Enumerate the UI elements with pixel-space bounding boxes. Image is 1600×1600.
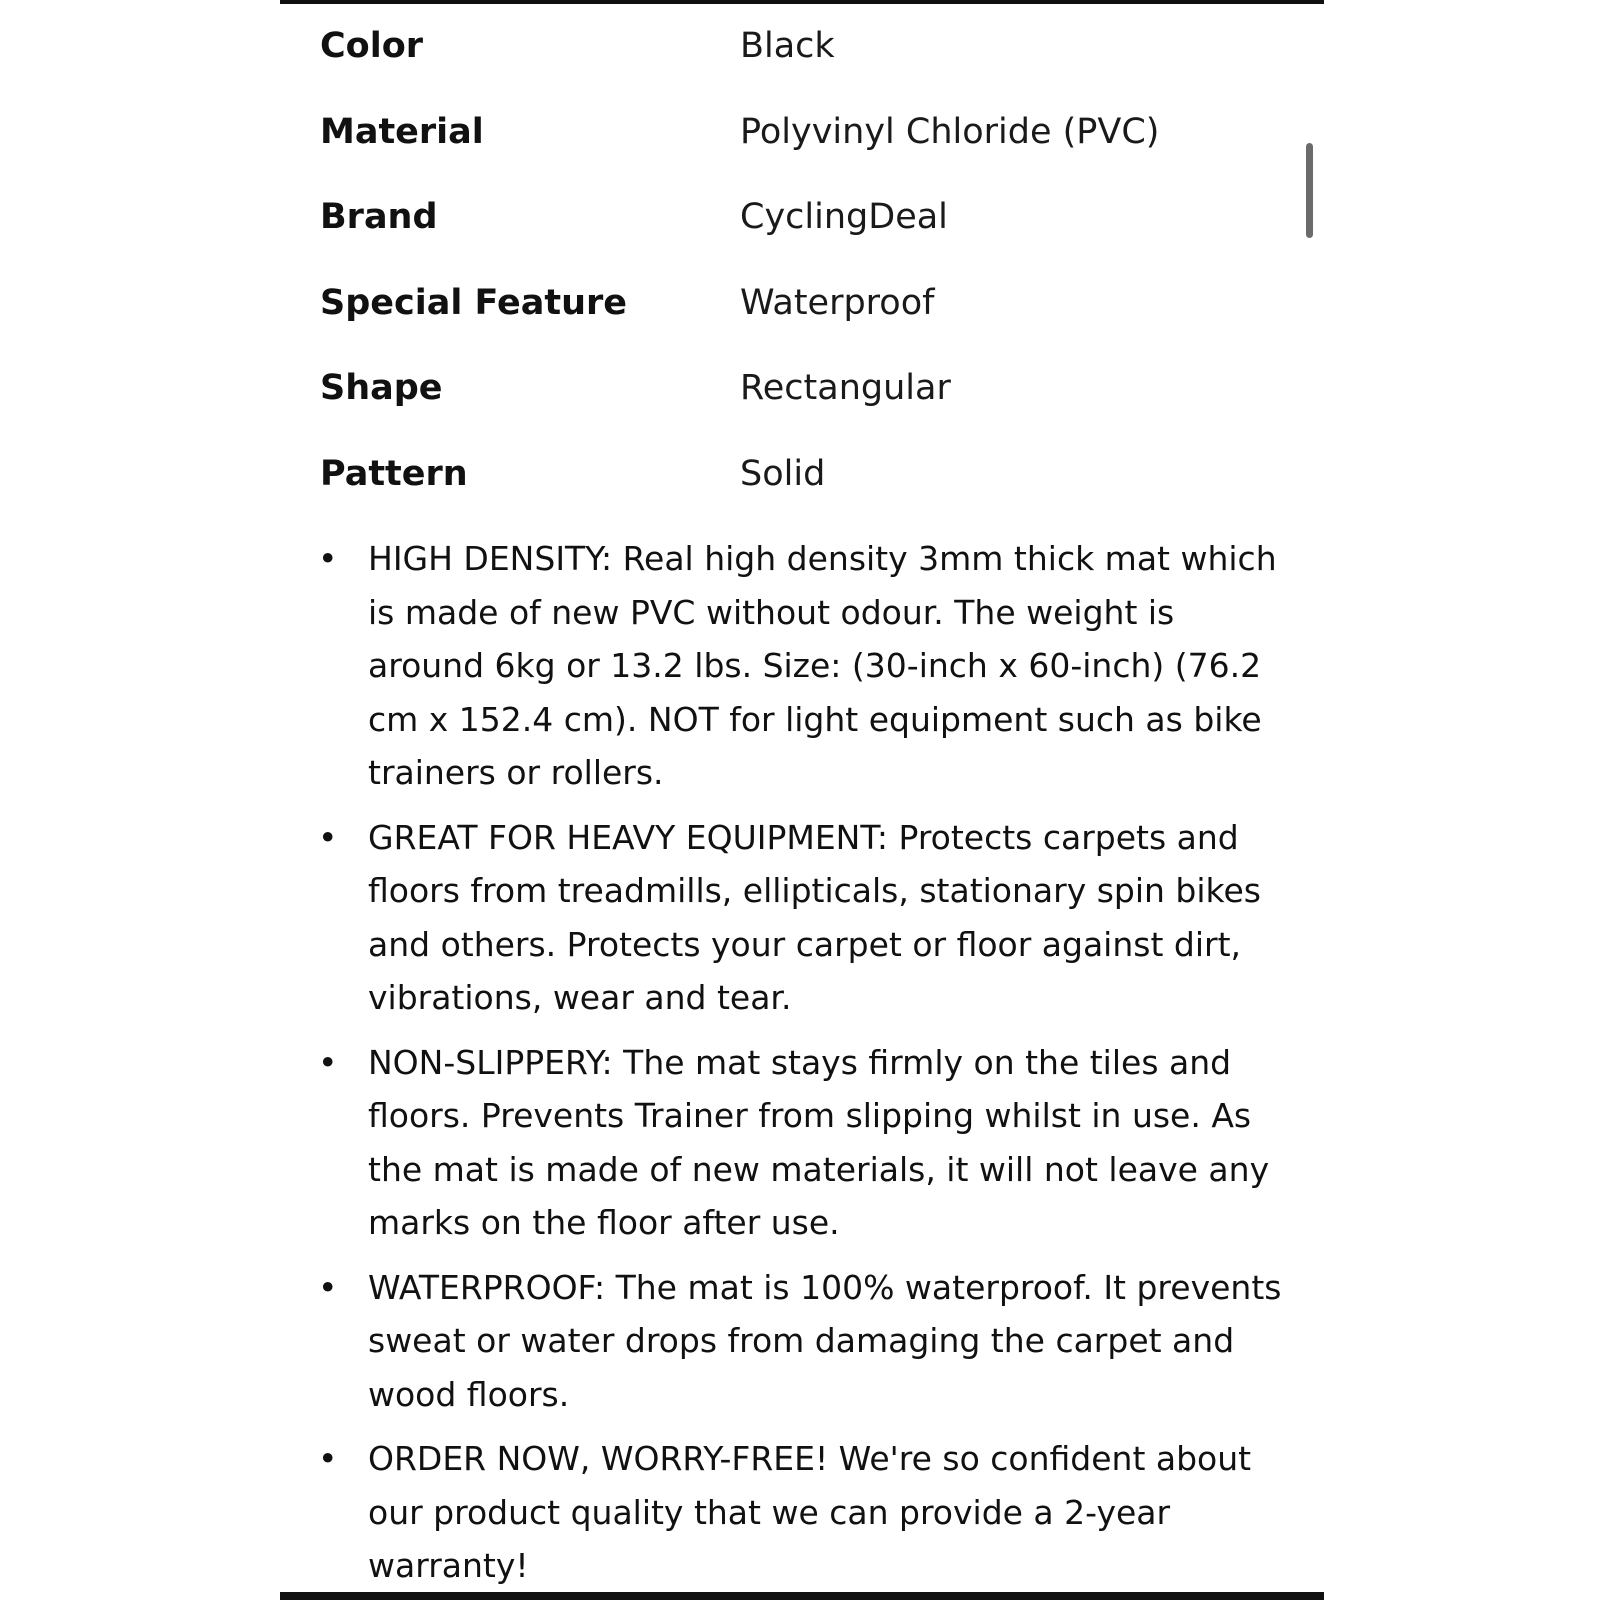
feature-text: GREAT FOR HEAVY EQUIPMENT: Protects carpets and floors from treadmills, ellipticals, stationary spin bikes and others. Protects your carpet or floor against dirt, vibrations, wear and tear. [368, 817, 1261, 1017]
list-item [280, 1432, 1290, 1593]
spec-row-pattern [320, 432, 1280, 518]
spec-row-special-feature [320, 261, 1280, 347]
spec-row-material [320, 90, 1280, 176]
spec-label: Pattern [320, 453, 468, 494]
spec-row-color [320, 4, 1280, 90]
bottom-divider [280, 1592, 1324, 1600]
product-spec-table [320, 4, 1280, 517]
bullet-icon: • [318, 539, 338, 578]
list-item [280, 1261, 1290, 1422]
spec-row-brand [320, 175, 1280, 261]
spec-row-shape [320, 346, 1280, 432]
spec-value: Polyvinyl Chloride (PVC) [740, 111, 1160, 152]
spec-label: Shape [320, 368, 443, 409]
list-item [280, 1036, 1290, 1250]
feature-text: ORDER NOW, WORRY-FREE! We're so confident about our product quality that we can provide a 2-year warranty! [368, 1439, 1252, 1585]
spec-value: Black [740, 26, 835, 67]
spec-label: Color [320, 26, 424, 67]
feature-text: HIGH DENSITY: Real high density 3mm thick mat which is made of new PVC without odour. The weight is around 6kg or 13.2 lbs. Size: (30-inch x 60-inch) (76.2 cm x 152.4 cm). NOT for light equipment such as bike trainers or rollers. [368, 539, 1277, 792]
bullet-icon: • [318, 1042, 338, 1082]
spec-label: Brand [320, 197, 438, 238]
feature-text: WATERPROOF: The mat is 100% waterproof. It prevents sweat or water drops from damaging the carpet and wood floors. [368, 1267, 1282, 1414]
spec-value: CyclingDeal [740, 197, 948, 238]
list-item [280, 811, 1290, 1025]
spec-label: Material [320, 111, 484, 152]
spec-value: Solid [740, 453, 826, 494]
spec-label: Special Feature [320, 282, 628, 323]
product-details-panel [280, 0, 1324, 1600]
bullet-icon: • [318, 1439, 338, 1478]
scrollbar-thumb[interactable] [1306, 143, 1313, 238]
bullet-icon: • [318, 817, 338, 857]
spec-value: Rectangular [740, 368, 951, 409]
bullet-icon: • [318, 1267, 338, 1307]
feature-bullet-list [280, 532, 1290, 1600]
feature-text: NON-SLIPPERY: The mat stays firmly on the tiles and floors. Prevents Trainer from slipping whilst in use. As the mat is made of new materials, it will not leave any marks on the floor after use. [368, 1042, 1270, 1242]
spec-value: Waterproof [740, 282, 935, 323]
list-item [280, 532, 1290, 800]
